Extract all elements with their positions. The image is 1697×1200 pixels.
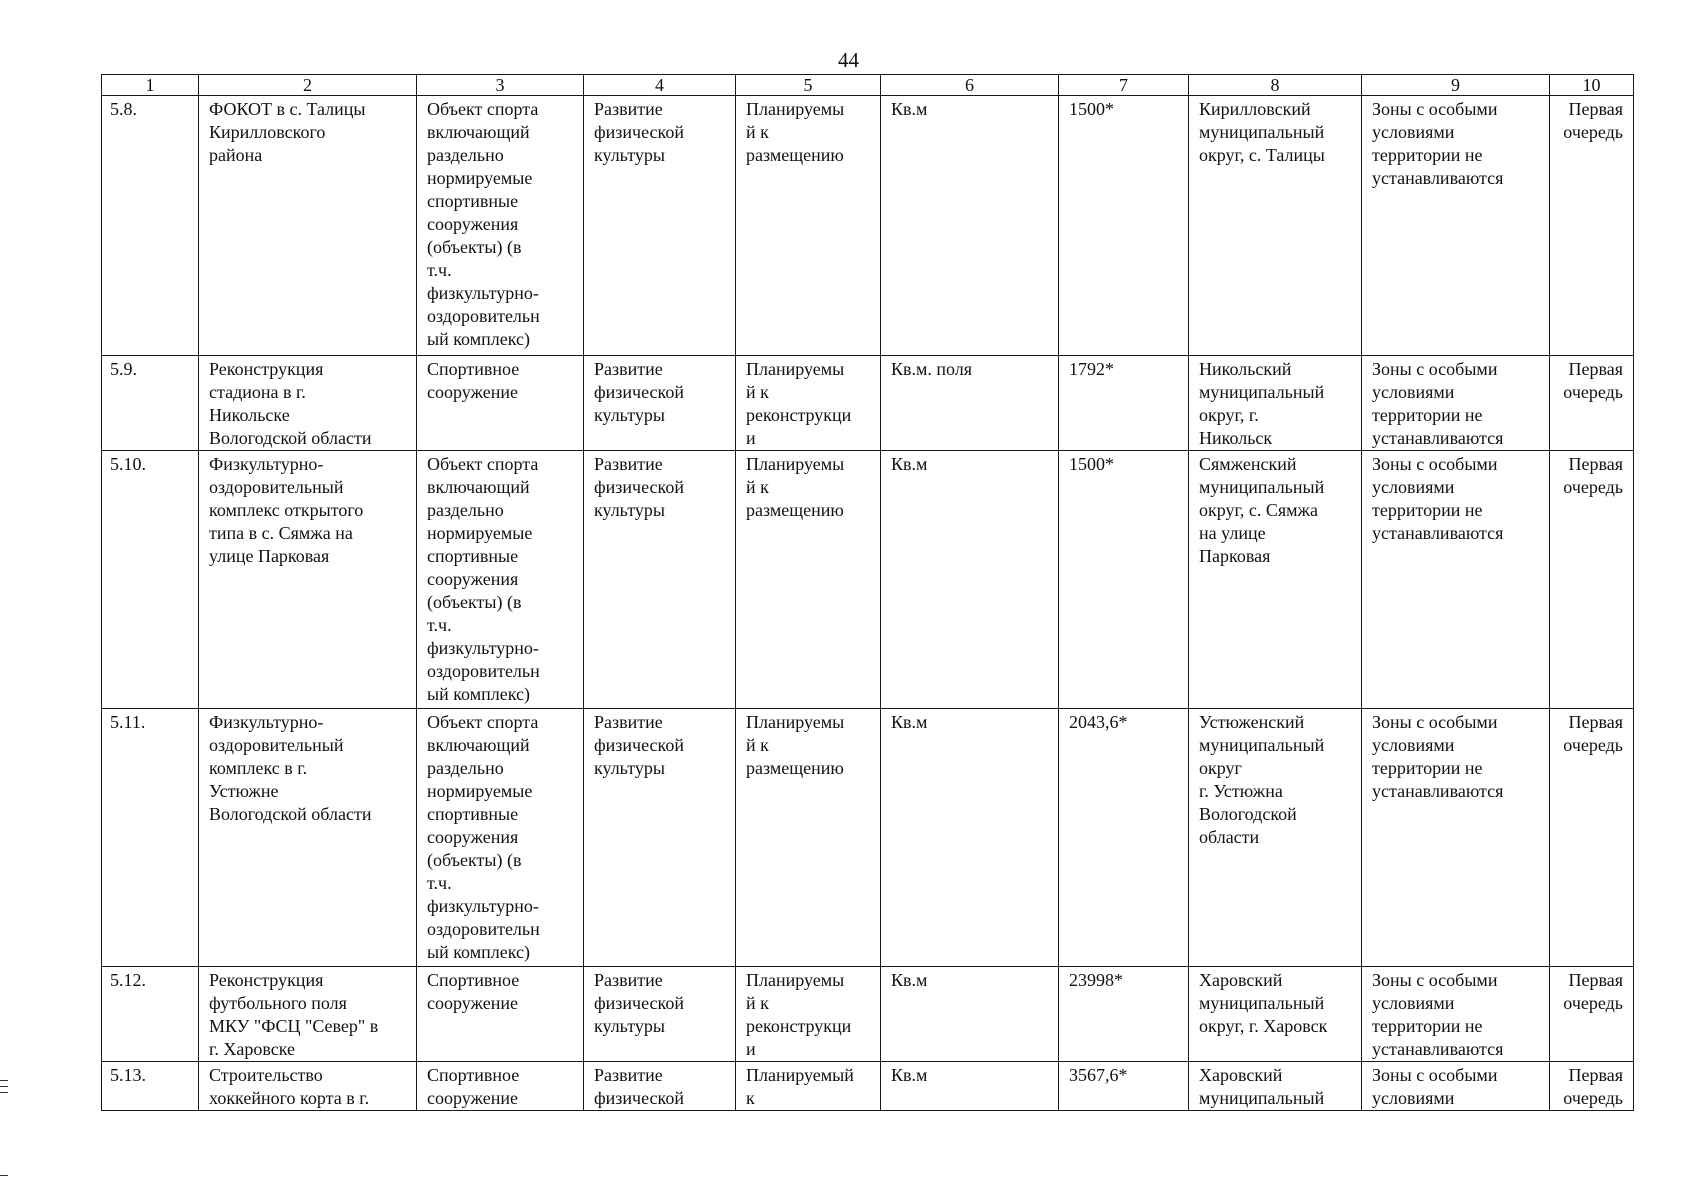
object-type: Спортивное сооружение bbox=[417, 1062, 584, 1111]
object-name: Строительство хоккейного корта в г. bbox=[199, 1062, 417, 1111]
table-row bbox=[102, 709, 1634, 967]
object-location: Сямженский муниципальный округ, с. Сямжа на улице Парковая bbox=[1189, 451, 1362, 709]
object-location: Харовский муниципальный bbox=[1189, 1062, 1362, 1111]
margin-mark bbox=[0, 1080, 8, 1081]
column-number: 1 bbox=[102, 75, 199, 96]
object-status: Планируемы й к размещению bbox=[736, 451, 881, 709]
row-number: 5.8. bbox=[102, 96, 199, 356]
special-zones: Зоны с особыми условиями территории не устанавливаются bbox=[1362, 967, 1550, 1062]
column-number: 7 bbox=[1059, 75, 1189, 96]
object-name: Реконструкция стадиона в г. Никольске Вологодской области bbox=[199, 356, 417, 451]
special-zones: Зоны с особыми условиями территории не устанавливаются bbox=[1362, 709, 1550, 967]
row-number: 5.10. bbox=[102, 451, 199, 709]
measure-unit: Кв.м bbox=[881, 451, 1059, 709]
measure-value: 1500* bbox=[1059, 96, 1189, 356]
column-number: 2 bbox=[199, 75, 417, 96]
column-number: 9 bbox=[1362, 75, 1550, 96]
special-zones: Зоны с особыми условиями территории не устанавливаются bbox=[1362, 451, 1550, 709]
implementation-stage: Первая очередь bbox=[1550, 96, 1634, 356]
page-number: 44 bbox=[838, 48, 859, 72]
object-purpose: Развитие физической культуры bbox=[584, 967, 736, 1062]
object-location: Кирилловский муниципальный округ, с. Талицы bbox=[1189, 96, 1362, 356]
object-type: Спортивное сооружение bbox=[417, 356, 584, 451]
measure-value: 23998* bbox=[1059, 967, 1189, 1062]
object-location: Устюженский муниципальный округ г. Устюжна Вологодской области bbox=[1189, 709, 1362, 967]
column-number: 6 bbox=[881, 75, 1059, 96]
table-row bbox=[102, 967, 1634, 1062]
object-purpose: Развитие физической культуры bbox=[584, 709, 736, 967]
object-status: Планируемы й к реконструкци и bbox=[736, 967, 881, 1062]
column-number: 4 bbox=[584, 75, 736, 96]
object-location: Никольский муниципальный округ, г. Никольск bbox=[1189, 356, 1362, 451]
object-status: Планируемый к bbox=[736, 1062, 881, 1111]
implementation-stage: Первая очередь bbox=[1550, 967, 1634, 1062]
table-row bbox=[102, 96, 1634, 356]
table-row bbox=[102, 356, 1634, 451]
column-number: 10 bbox=[1550, 75, 1634, 96]
object-status: Планируемы й к размещению bbox=[736, 96, 881, 356]
object-purpose: Развитие физической культуры bbox=[584, 96, 736, 356]
measure-value: 3567,6* bbox=[1059, 1062, 1189, 1111]
table-row bbox=[102, 451, 1634, 709]
row-number: 5.9. bbox=[102, 356, 199, 451]
object-name: Физкультурно- оздоровительный комплекс в г. Устюжне Вологодской области bbox=[199, 709, 417, 967]
column-number: 5 bbox=[736, 75, 881, 96]
object-purpose: Развитие физической bbox=[584, 1062, 736, 1111]
object-purpose: Развитие физической культуры bbox=[584, 451, 736, 709]
measure-unit: Кв.м bbox=[881, 96, 1059, 356]
special-zones: Зоны с особыми условиями bbox=[1362, 1062, 1550, 1111]
margin-mark bbox=[0, 1086, 8, 1087]
implementation-stage: Первая очередь bbox=[1550, 709, 1634, 967]
measure-unit: Кв.м bbox=[881, 1062, 1059, 1111]
margin-mark bbox=[0, 1175, 8, 1176]
object-purpose: Развитие физической культуры bbox=[584, 356, 736, 451]
column-number: 3 bbox=[417, 75, 584, 96]
object-status: Планируемы й к реконструкци и bbox=[736, 356, 881, 451]
object-type: Спортивное сооружение bbox=[417, 967, 584, 1062]
object-type: Объект спорта включающий раздельно нормируемые спортивные сооружения (объекты) (в т.ч. физкультурно- оздоровительн ый комплекс) bbox=[417, 451, 584, 709]
row-number: 5.12. bbox=[102, 967, 199, 1062]
special-zones: Зоны с особыми условиями территории не устанавливаются bbox=[1362, 96, 1550, 356]
object-type: Объект спорта включающий раздельно нормируемые спортивные сооружения (объекты) (в т.ч. физкультурно- оздоровительн ый комплекс) bbox=[417, 709, 584, 967]
implementation-stage: Первая очередь bbox=[1550, 1062, 1634, 1111]
planning-table bbox=[101, 74, 1634, 1111]
implementation-stage: Первая очередь bbox=[1550, 451, 1634, 709]
object-location: Харовский муниципальный округ, г. Харовск bbox=[1189, 967, 1362, 1062]
measure-unit: Кв.м bbox=[881, 967, 1059, 1062]
object-status: Планируемы й к размещению bbox=[736, 709, 881, 967]
column-number-row bbox=[102, 75, 1634, 96]
special-zones: Зоны с особыми условиями территории не устанавливаются bbox=[1362, 356, 1550, 451]
measure-value: 1500* bbox=[1059, 451, 1189, 709]
object-name: ФОКОТ в с. Талицы Кирилловского района bbox=[199, 96, 417, 356]
row-number: 5.13. bbox=[102, 1062, 199, 1111]
measure-value: 1792* bbox=[1059, 356, 1189, 451]
implementation-stage: Первая очередь bbox=[1550, 356, 1634, 451]
object-type: Объект спорта включающий раздельно нормируемые спортивные сооружения (объекты) (в т.ч. физкультурно- оздоровительн ый комплекс) bbox=[417, 96, 584, 356]
measure-unit: Кв.м bbox=[881, 709, 1059, 967]
object-name: Реконструкция футбольного поля МКУ "ФСЦ "Север" в г. Харовске bbox=[199, 967, 417, 1062]
column-number: 8 bbox=[1189, 75, 1362, 96]
table-row bbox=[102, 1062, 1634, 1111]
margin-mark bbox=[0, 1092, 8, 1093]
object-name: Физкультурно- оздоровительный комплекс открытого типа в с. Сямжа на улице Парковая bbox=[199, 451, 417, 709]
measure-unit: Кв.м. поля bbox=[881, 356, 1059, 451]
measure-value: 2043,6* bbox=[1059, 709, 1189, 967]
row-number: 5.11. bbox=[102, 709, 199, 967]
